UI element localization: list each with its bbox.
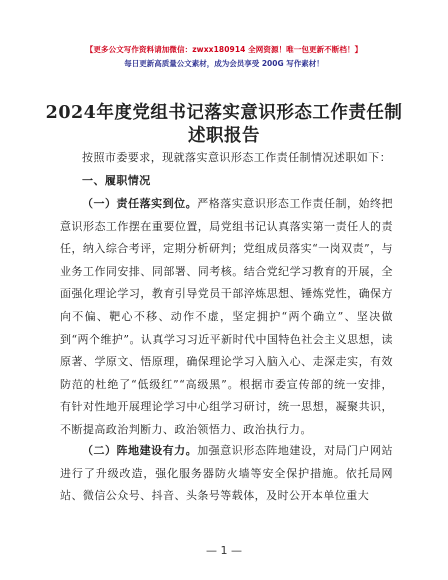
- document-title: 2024年度党组书记落实意识形态工作责任制述职报告: [45, 103, 403, 146]
- section-heading-1: 一、履职情况: [82, 174, 151, 187]
- intro-paragraph: 按照市委要求，现就落实意识形态工作责任制情况述职如下：: [82, 151, 392, 164]
- paragraph-responsibility-heading: （一）责任落实到位。: [82, 197, 198, 210]
- paragraph-position-building: [60, 440, 393, 508]
- paragraph-position-building-heading: （二）阵地建设有力。: [82, 444, 198, 457]
- paragraph-position-building-body: 加强意识形态阵地建设，对局门户网站进行了升级改造，强化服务器防火墙等安全保护措施。依托局网站、微信公众号、抖音、头条号等载体，及时公开本单位重大: [60, 444, 394, 503]
- page-number: — 1 —: [206, 544, 242, 557]
- promo-banner-line2: 每日更新高质量公文素材，成为会员享受 200G 写作素材！: [124, 59, 324, 68]
- paragraph-responsibility: [60, 193, 393, 442]
- promo-banner-line1: 【更多公文写作资料请加微信：zwxx180914 全网资源！唯一包更新不断档！】: [85, 45, 363, 54]
- paragraph-responsibility-body: 严格落实意识形态工作责任制，始终把意识形态工作摆在重要位置，局党组书记认真落实第一责任人的责任，纳入综合考评，定期分析研判；党组成员落实“一岗双责”，与业务工作同安排、同部署、同考核。结合党纪学习教育的开展，全面强化理论学习，教育引导党员干部淬炼思想、锤炼党性，确保方向不偏、靶心不移、动作不虚，坚定拥护“两个确立”、坚决做到“两个维护”。认真学习习近平新时代中国特色社会主义思想，读原著、学原文、悟原理，确保理论学习入脑入心、走深走实，有效防范的杜绝了“低级红”“高级黑”。根据市委宣传部的统一安排，有针对性地开展理论学习中心组学习研讨，统一思想，凝聚共识，不断提高政治判断力、政治领悟力、政治执行力。: [60, 197, 394, 436]
